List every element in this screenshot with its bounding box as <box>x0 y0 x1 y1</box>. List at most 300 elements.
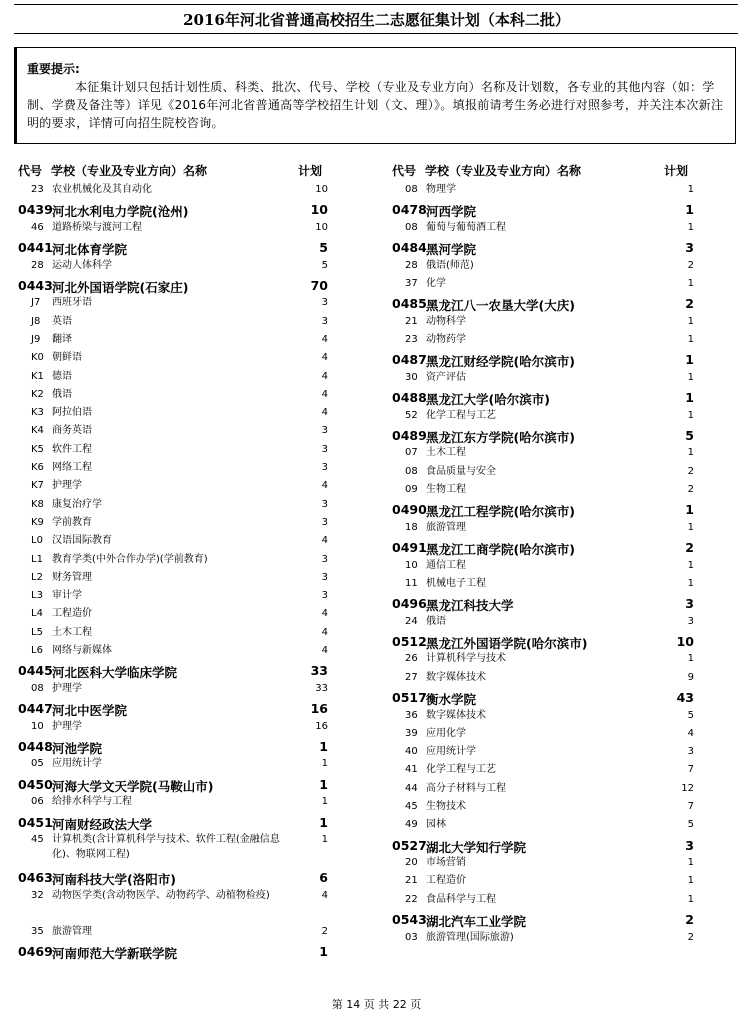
major-plan: 7 <box>687 764 694 776</box>
major-plan: 4 <box>321 407 328 419</box>
major-plan: 4 <box>321 352 328 364</box>
major-row <box>18 258 328 276</box>
major-code: 30 <box>405 371 418 383</box>
major-name: 物理学 <box>426 184 456 195</box>
major-row <box>392 332 694 350</box>
major-row <box>18 387 328 405</box>
major-row <box>392 258 694 276</box>
major-plan: 4 <box>321 608 328 620</box>
major-name: 软件工程 <box>52 443 92 455</box>
major-name: 运动人体科学 <box>52 259 112 271</box>
major-plan: 1 <box>687 409 694 421</box>
major-plan: 1 <box>321 796 328 808</box>
major-row <box>18 832 328 868</box>
major-code: 37 <box>405 277 418 289</box>
major-name: 动物药学 <box>426 333 466 345</box>
right-rows <box>392 182 694 948</box>
major-row <box>18 515 328 533</box>
school-row <box>18 868 328 888</box>
major-name: 应用化学 <box>426 727 466 739</box>
right-column <box>392 158 694 948</box>
major-row <box>18 478 328 496</box>
major-name: 翻译 <box>52 333 72 345</box>
major-name: 西班牙语 <box>52 297 92 309</box>
major-row <box>392 276 694 294</box>
school-plan: 3 <box>685 596 694 612</box>
major-row <box>392 220 694 238</box>
major-plan: 1 <box>321 758 328 770</box>
school-row <box>392 632 694 652</box>
left-rows <box>18 182 328 961</box>
major-code: K8 <box>31 498 44 510</box>
major-code: K2 <box>31 388 44 400</box>
major-code: 32 <box>31 889 44 901</box>
page-title: 2016年河北省普通高校招生二志愿征集计划（本科二批） <box>183 11 570 29</box>
major-code: 45 <box>405 801 418 813</box>
major-plan: 7 <box>687 801 694 813</box>
major-code: K7 <box>31 480 44 492</box>
school-plan: 3 <box>685 240 694 256</box>
school-row <box>392 836 694 856</box>
major-name: 葡萄与葡萄酒工程 <box>426 221 506 233</box>
major-code: 06 <box>31 796 44 808</box>
major-row <box>392 930 694 948</box>
school-code: 0439 <box>18 202 53 218</box>
school-row <box>392 426 694 446</box>
major-code: J9 <box>31 333 41 345</box>
school-plan: 16 <box>310 701 328 717</box>
major-plan: 3 <box>321 553 328 565</box>
header-plan: 计划 <box>663 164 688 178</box>
major-code: 46 <box>31 221 44 233</box>
school-code: 0448 <box>18 738 53 754</box>
major-code: 08 <box>405 221 418 233</box>
school-code: 0512 <box>392 633 427 649</box>
school-code: 0443 <box>18 277 53 293</box>
school-row <box>392 538 694 558</box>
major-plan: 4 <box>321 388 328 400</box>
major-plan: 3 <box>321 297 328 309</box>
major-row <box>18 719 328 737</box>
major-code: 27 <box>405 671 418 683</box>
school-row <box>18 737 328 757</box>
major-plan: 2 <box>687 483 694 495</box>
major-row <box>18 442 328 460</box>
major-plan: 5 <box>321 259 328 271</box>
major-name: 计算机类(含计算机科学与技术、软件工程(金融信息化)、物联网工程) <box>52 834 280 861</box>
major-name: 给排水科学与工程 <box>52 796 132 808</box>
school-plan: 1 <box>685 390 694 406</box>
major-code: 11 <box>405 577 418 589</box>
major-code: 08 <box>405 465 418 477</box>
school-code: 0469 <box>18 943 53 959</box>
major-code: 39 <box>405 727 418 739</box>
major-code: 24 <box>405 615 418 627</box>
school-row <box>18 775 328 795</box>
school-name: 黑龙江财经学院(哈尔滨市) <box>426 354 575 370</box>
school-code: 0543 <box>392 912 427 928</box>
major-code: L2 <box>31 571 43 583</box>
school-name: 河北医科大学临床学院 <box>52 665 178 681</box>
major-name: 化学工程与工艺 <box>426 409 496 421</box>
header-name: 学校（专业及专业方向）名称 <box>425 164 582 178</box>
major-row <box>18 681 328 699</box>
major-row <box>392 744 694 762</box>
major-row <box>392 762 694 780</box>
school-code: 0484 <box>392 240 427 256</box>
major-name: 动物科学 <box>426 315 466 327</box>
major-plan: 5 <box>687 819 694 831</box>
major-code: 23 <box>31 184 44 195</box>
school-plan: 1 <box>319 814 328 830</box>
header-code: 代号 <box>18 164 43 178</box>
major-plan: 4 <box>321 645 328 657</box>
major-name: 康复治疗学 <box>52 498 102 510</box>
school-code: 0485 <box>392 296 427 312</box>
major-row <box>392 576 694 594</box>
school-code: 0517 <box>392 690 427 706</box>
major-code: 21 <box>405 875 418 887</box>
school-plan: 1 <box>319 776 328 792</box>
major-plan: 1 <box>687 277 694 289</box>
school-name: 湖北大学知行学院 <box>426 839 527 855</box>
major-code: K3 <box>31 407 44 419</box>
major-plan: 3 <box>321 571 328 583</box>
major-code: 44 <box>405 782 418 794</box>
school-row <box>18 276 328 296</box>
major-name: 汉语国际教育 <box>52 535 112 547</box>
major-name: 审计学 <box>52 590 82 602</box>
major-row <box>18 756 328 774</box>
major-name: 高分子材料与工程 <box>426 782 506 794</box>
school-row <box>392 238 694 258</box>
school-row <box>392 388 694 408</box>
school-row <box>392 200 694 220</box>
major-name: 农业机械化及其自动化 <box>52 184 152 195</box>
major-plan: 4 <box>321 626 328 638</box>
major-name: 网络工程 <box>52 462 92 474</box>
major-plan: 3 <box>321 315 328 327</box>
school-row <box>18 813 328 833</box>
major-plan: 1 <box>687 857 694 869</box>
major-row <box>18 332 328 350</box>
major-plan: 3 <box>321 462 328 474</box>
page-footer: 第 14 页 共 22 页 <box>331 998 422 1011</box>
major-name: 商务英语 <box>52 425 92 437</box>
major-plan: 2 <box>321 925 328 937</box>
school-name: 黑河学院 <box>426 242 477 258</box>
major-plan: 1 <box>687 371 694 383</box>
major-name: 教育学类(中外合作办学)(学前教育) <box>52 553 208 565</box>
major-plan: 1 <box>321 834 328 846</box>
major-name: 食品质量与安全 <box>426 465 496 477</box>
major-row <box>392 708 694 726</box>
major-row <box>392 445 694 463</box>
school-name: 河西学院 <box>426 204 477 220</box>
school-plan: 3 <box>685 837 694 853</box>
major-plan: 3 <box>321 498 328 510</box>
major-name: 数字媒体技术 <box>426 709 486 721</box>
major-row <box>18 295 328 313</box>
major-code: 05 <box>31 758 44 770</box>
major-row <box>18 405 328 423</box>
major-name: 财务管理 <box>52 571 92 583</box>
school-name: 河池学院 <box>52 740 103 756</box>
header-name: 学校（专业及专业方向）名称 <box>51 164 208 178</box>
major-plan: 4 <box>321 480 328 492</box>
major-row <box>18 588 328 606</box>
school-name: 黑龙江八一农垦大学(大庆) <box>426 298 575 314</box>
major-plan: 3 <box>687 615 694 627</box>
major-name: 护理学 <box>52 480 82 492</box>
major-name: 计算机科学与技术 <box>426 653 506 665</box>
major-row <box>18 924 328 942</box>
major-row <box>392 817 694 835</box>
school-code: 0447 <box>18 701 53 717</box>
major-name: 阿拉伯语 <box>52 407 92 419</box>
major-plan: 1 <box>687 333 694 345</box>
major-name: 化学工程与工艺 <box>426 764 496 776</box>
school-row <box>392 294 694 314</box>
major-plan: 2 <box>687 465 694 477</box>
major-row <box>392 726 694 744</box>
major-code: 36 <box>405 709 418 721</box>
major-name: 护理学 <box>52 720 82 732</box>
school-row <box>18 699 328 719</box>
major-plan: 1 <box>687 447 694 459</box>
major-row <box>18 423 328 441</box>
school-row <box>392 350 694 370</box>
major-name: 食品科学与工程 <box>426 893 496 905</box>
major-plan: 10 <box>315 184 328 195</box>
major-plan: 4 <box>321 333 328 345</box>
school-plan: 70 <box>310 277 328 293</box>
major-plan: 5 <box>687 709 694 721</box>
major-name: 旅游管理 <box>52 925 92 937</box>
major-code: L6 <box>31 645 43 657</box>
school-plan: 5 <box>685 427 694 443</box>
school-code: 0478 <box>392 202 427 218</box>
major-plan: 1 <box>687 893 694 905</box>
school-code: 0441 <box>18 240 53 256</box>
major-row <box>18 606 328 624</box>
school-name: 河南师范大学新联学院 <box>52 945 178 961</box>
title-rule-bottom <box>14 33 738 34</box>
notice-box <box>14 47 736 144</box>
left-column <box>18 158 328 961</box>
school-name: 黑龙江东方学院(哈尔滨市) <box>426 429 575 445</box>
major-code: K6 <box>31 462 44 474</box>
school-code: 0488 <box>392 390 427 406</box>
major-plan: 9 <box>687 671 694 683</box>
school-row <box>18 200 328 220</box>
major-row <box>18 220 328 238</box>
major-name: 旅游管理 <box>426 521 466 533</box>
school-row <box>392 688 694 708</box>
major-row <box>392 370 694 388</box>
major-code: 52 <box>405 409 418 421</box>
major-row <box>392 651 694 669</box>
major-plan: 3 <box>321 516 328 528</box>
major-row <box>392 408 694 426</box>
major-plan: 3 <box>687 746 694 758</box>
major-plan: 1 <box>687 559 694 571</box>
school-code: 0463 <box>18 870 53 886</box>
school-plan: 1 <box>685 502 694 518</box>
major-name: 通信工程 <box>426 559 466 571</box>
school-name: 河南科技大学(洛阳市) <box>52 872 176 888</box>
school-plan: 2 <box>685 296 694 312</box>
major-code: L5 <box>31 626 43 638</box>
school-name: 衡水学院 <box>426 692 477 708</box>
school-plan: 6 <box>319 870 328 886</box>
major-row <box>392 781 694 799</box>
major-name: 资产评估 <box>426 371 466 383</box>
major-row <box>392 558 694 576</box>
major-code: 03 <box>405 931 418 943</box>
school-code: 0490 <box>392 502 427 518</box>
major-plan: 3 <box>321 590 328 602</box>
school-plan: 5 <box>319 240 328 256</box>
major-plan: 1 <box>687 653 694 665</box>
school-plan: 1 <box>685 202 694 218</box>
school-plan: 10 <box>310 202 328 218</box>
major-row <box>18 533 328 551</box>
major-plan: 1 <box>687 315 694 327</box>
major-name: 朝鲜语 <box>52 352 82 364</box>
major-code: K4 <box>31 425 44 437</box>
school-name: 黑龙江大学(哈尔滨市) <box>426 392 550 408</box>
major-name: 土木工程 <box>52 626 92 638</box>
major-name: 园林 <box>426 819 446 831</box>
school-name: 黑龙江工商学院(哈尔滨市) <box>426 542 575 558</box>
major-code: 08 <box>31 682 44 694</box>
major-name: 化学 <box>426 277 446 289</box>
major-row <box>18 625 328 643</box>
major-code: 07 <box>405 447 418 459</box>
major-row <box>18 314 328 332</box>
major-name: 俄语(师范) <box>426 259 474 271</box>
school-code: 0496 <box>392 596 427 612</box>
major-code: 10 <box>31 720 44 732</box>
major-row <box>392 482 694 500</box>
major-name: 机械电子工程 <box>426 577 486 589</box>
major-code: 45 <box>31 834 44 846</box>
major-code: K0 <box>31 352 44 364</box>
school-plan: 1 <box>319 738 328 754</box>
major-code: 26 <box>405 653 418 665</box>
major-code: 28 <box>405 259 418 271</box>
major-code: 28 <box>31 259 44 271</box>
major-row <box>18 552 328 570</box>
school-plan: 2 <box>685 912 694 928</box>
header-code: 代号 <box>392 164 417 178</box>
school-row <box>392 594 694 614</box>
major-code: L3 <box>31 590 43 602</box>
school-name: 河北体育学院 <box>52 242 128 258</box>
major-row <box>392 520 694 538</box>
major-plan: 4 <box>321 370 328 382</box>
school-plan: 1 <box>685 352 694 368</box>
major-code: 22 <box>405 893 418 905</box>
major-plan: 4 <box>321 535 328 547</box>
major-plan: 33 <box>315 682 328 694</box>
major-plan: 1 <box>687 184 694 195</box>
major-plan: 1 <box>687 521 694 533</box>
major-code: L4 <box>31 608 43 620</box>
major-row <box>18 794 328 812</box>
major-code: K1 <box>31 370 44 382</box>
school-name: 河北外国语学院(石家庄) <box>52 279 189 295</box>
major-code: 21 <box>405 315 418 327</box>
major-name: 生物技术 <box>426 801 466 813</box>
major-code: L1 <box>31 553 43 565</box>
school-code: 0451 <box>18 814 53 830</box>
school-name: 黑龙江工程学院(哈尔滨市) <box>426 504 575 520</box>
major-row <box>18 888 328 924</box>
major-code: 20 <box>405 857 418 869</box>
school-name: 河北中医学院 <box>52 703 128 719</box>
school-row <box>18 661 328 681</box>
major-code: 10 <box>405 559 418 571</box>
major-row <box>392 873 694 891</box>
major-plan: 10 <box>315 221 328 233</box>
major-name: 生物工程 <box>426 483 466 495</box>
major-plan: 3 <box>321 425 328 437</box>
major-row <box>18 643 328 661</box>
major-name: 学前教育 <box>52 516 92 528</box>
major-name: 动物医学类(含动物医学、动物药学、动植物检疫) <box>52 889 270 901</box>
school-name: 河南财经政法大学 <box>52 816 153 832</box>
major-name: 土木工程 <box>426 447 466 459</box>
major-plan: 1 <box>687 577 694 589</box>
school-code: 0487 <box>392 352 427 368</box>
major-row <box>18 570 328 588</box>
major-name: 旅游管理(国际旅游) <box>426 931 514 943</box>
major-plan: 4 <box>321 889 328 901</box>
major-plan: 3 <box>321 443 328 455</box>
major-plan: 16 <box>315 720 328 732</box>
school-plan: 43 <box>676 690 694 706</box>
school-code: 0450 <box>18 776 53 792</box>
title-rule-top <box>14 4 738 5</box>
major-name: 应用统计学 <box>52 758 102 770</box>
school-code: 0445 <box>18 663 53 679</box>
major-plan: 1 <box>687 875 694 887</box>
major-code: 35 <box>31 925 44 937</box>
major-row <box>392 464 694 482</box>
school-code: 0527 <box>392 837 427 853</box>
school-row <box>18 942 328 962</box>
major-plan: 2 <box>687 259 694 271</box>
major-row <box>18 369 328 387</box>
school-code: 0489 <box>392 427 427 443</box>
school-row <box>392 910 694 930</box>
major-row <box>18 497 328 515</box>
school-row <box>392 500 694 520</box>
major-code: 41 <box>405 764 418 776</box>
major-code: 09 <box>405 483 418 495</box>
major-code: L0 <box>31 535 43 547</box>
major-row <box>392 182 694 200</box>
major-name: 道路桥梁与渡河工程 <box>52 221 142 233</box>
major-plan: 12 <box>681 782 694 794</box>
major-code: 18 <box>405 521 418 533</box>
major-name: 俄语 <box>52 388 72 400</box>
notice-heading: 重要提示: <box>27 62 80 76</box>
major-plan: 1 <box>687 221 694 233</box>
school-name: 黑龙江科技大学 <box>426 598 514 614</box>
